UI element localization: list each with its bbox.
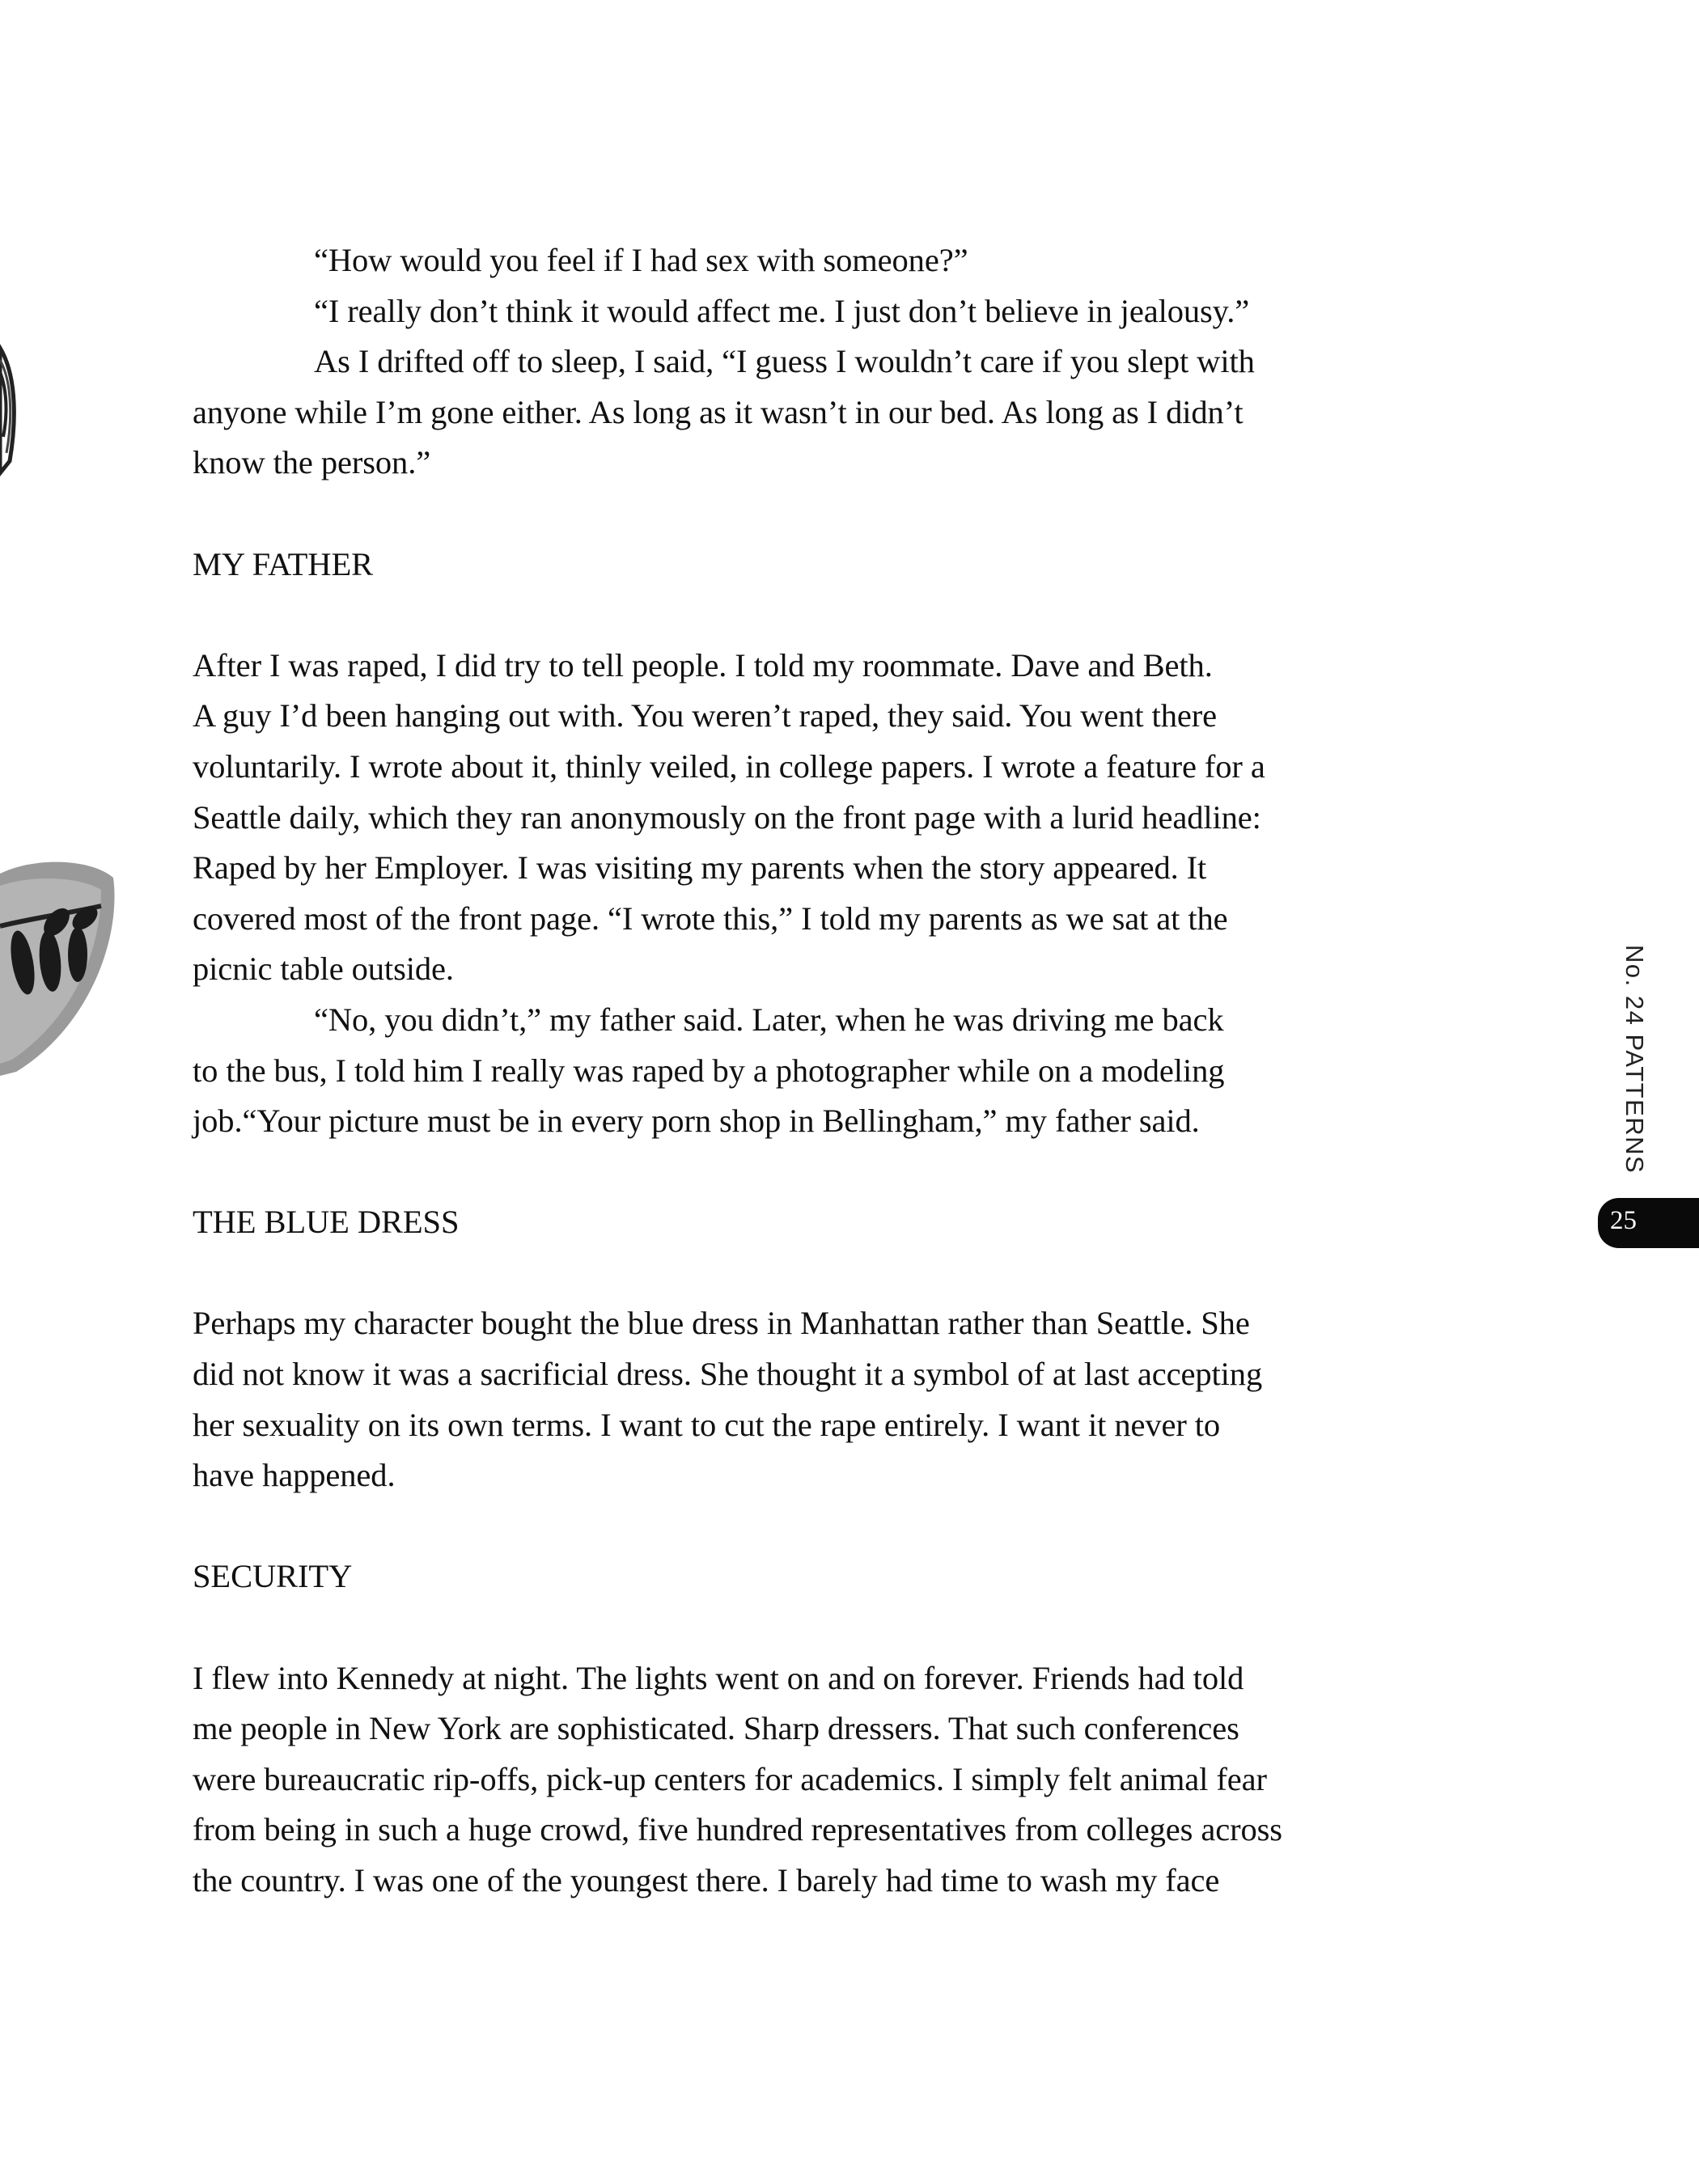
paragraph-line: job.“Your picture must be in every porn shop in Bellingham,” my father said. [193,1103,1200,1140]
paragraph-line: As I drifted off to sleep, I said, “I guess I wouldn’t care if you slept with [314,343,1255,380]
paragraph-line: voluntarily. I wrote about it, thinly veiled, in college papers. I wrote a feature for a [193,747,1265,785]
paragraph-line: Perhaps my character bought the blue dress in Manhattan rather than Seattle. She [193,1305,1250,1342]
article-body [193,235,1430,1907]
leaf-ornament-icon-top [0,340,24,477]
section-heading-my-father: MY FATHER [193,545,373,582]
paragraph-line: I flew into Kennedy at night. The lights went on and on forever. Friends had told [193,1659,1244,1696]
paragraph-line: Seattle daily, which they ran anonymously on the front page with a lurid headline: [193,798,1261,836]
paragraph-line: anyone while I’m gone either. As long as it wasn’t in our bed. As long as I didn’t [193,393,1244,430]
paragraph-line: “No, you didn’t,” my father said. Later, when he was driving me back [314,1001,1224,1038]
paragraph-line: her sexuality on its own terms. I want to cut the rape entirely. I want it never to [193,1406,1221,1443]
paragraph-line: did not know it was a sacrificial dress. She thought it a symbol of at last accepting [193,1356,1263,1393]
leaf-ornament-icon-mid [0,841,121,1076]
paragraph-line: have happened. [193,1457,396,1494]
journal-title: No. 24 PATTERNS [1621,945,1649,1175]
paragraph-line: from being in such a huge crowd, five hundred representatives from colleges across [193,1811,1282,1848]
paragraph-line: “I really don’t think it would affect me. I just don’t believe in jealousy.” [314,292,1250,329]
paragraph-line: me people in New York are sophisticated. Sharp dressers. That such conferences [193,1710,1239,1747]
page-number: 25 [1610,1206,1637,1235]
paragraph-line: know the person.” [193,444,431,481]
paragraph-line: were bureaucratic rip-offs, pick-up centers for academics. I simply felt animal fear [193,1760,1267,1797]
paragraph-line: to the bus, I told him I really was raped by a photographer while on a modeling [193,1052,1225,1089]
section-heading-blue-dress: THE BLUE DRESS [193,1204,460,1241]
paragraph-line: Raped by her Employer. I was visiting my parents when the story appeared. It [193,849,1207,887]
paragraph-line: picnic table outside. [193,950,454,988]
journal-title-vertical [1586,945,1683,1179]
paragraph-line: “How would you feel if I had sex with someone?” [314,242,968,278]
paragraph-line: covered most of the front page. “I wrote this,” I told my parents as we sat at the [193,899,1228,937]
paragraph-line: After I was raped, I did try to tell people. I told my roommate. Dave and Beth. [193,646,1213,684]
paragraph-line: A guy I’d been hanging out with. You weren’t raped, they said. You went there [193,697,1217,734]
section-heading-security: SECURITY [193,1558,353,1595]
paragraph-line: the country. I was one of the youngest there. I barely had time to wash my face [193,1862,1220,1898]
page-number-tab [1598,1198,1699,1248]
